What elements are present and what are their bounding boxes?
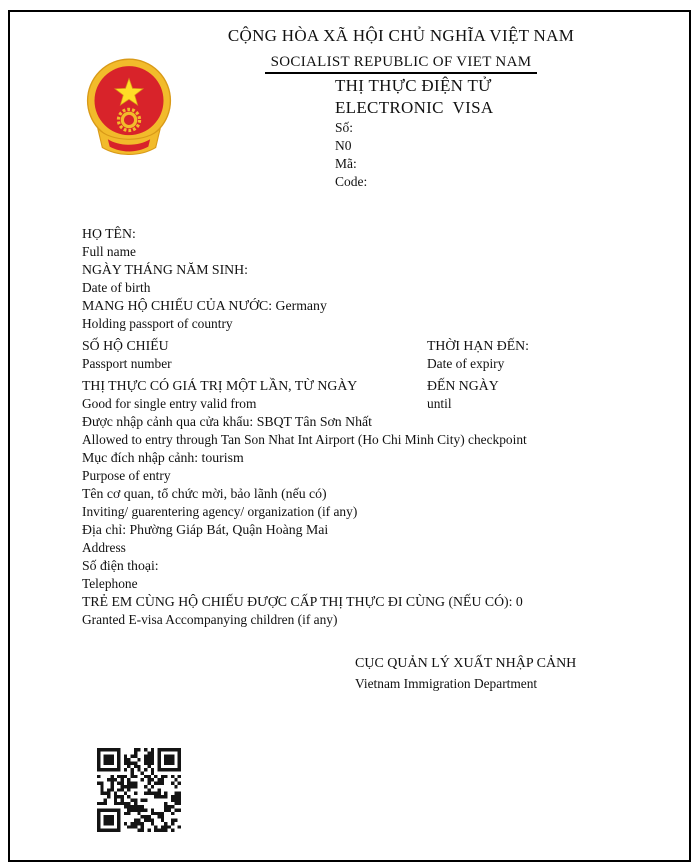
field-row-passport-number-expiry: [82, 337, 674, 373]
national-title-en: SOCIALIST REPUBLIC OF VIET NAM: [265, 54, 538, 74]
field-row-full-name: [82, 225, 674, 261]
national-title-vi: CỘNG HÒA XÃ HỘI CHỦ NGHĨA VIỆT NAM: [227, 26, 575, 45]
visa-code-label-en: Code:: [335, 174, 368, 189]
field-label-en: Full name: [82, 244, 136, 259]
field-col-date-of-expiry: [427, 337, 674, 373]
field-label-en: Granted E-visa Accompanying children (if any): [82, 612, 338, 627]
field-col-valid-until: [427, 377, 674, 413]
field-label-vi: Số điện thoại:: [82, 558, 159, 573]
doc-title-en: ELECTRONIC VISA: [335, 98, 494, 117]
field-label-vi: TRẺ EM CÙNG HỘ CHIẾU ĐƯỢC CẤP THỊ THỰC ĐI CÙNG (NẾU CÓ): 0: [82, 594, 523, 609]
field-label-en: Date of birth: [82, 280, 151, 295]
field-row-passport-country: [82, 297, 674, 333]
field-label-vi: Địa chỉ: Phường Giáp Bát, Quận Hoàng Mai: [82, 522, 329, 537]
field-label-en: Purpose of entry: [82, 468, 171, 483]
field-label-en: Telephone: [82, 576, 138, 591]
field-col-valid-from: [82, 377, 427, 413]
field-label-en: Allowed to entry through Tan Son Nhat Int Airport (Ho Chi Minh City) checkpoint: [82, 432, 527, 447]
field-label-vi: NGÀY THÁNG NĂM SINH:: [82, 262, 248, 277]
authority-name-vi: CỤC QUẢN LÝ XUẤT NHẬP CẢNH: [355, 656, 577, 671]
visa-number-label-vi: Số:: [335, 120, 354, 135]
field-label-vi: Tên cơ quan, tổ chức mời, bảo lãnh (nếu có): [82, 486, 327, 501]
field-label-en: Holding passport of country: [82, 316, 233, 331]
field-label-en: Date of expiry: [427, 356, 505, 371]
visa-title-block: [335, 75, 665, 191]
field-label-en: Passport number: [82, 356, 172, 371]
field-label-vi: THỊ THỰC CÓ GIÁ TRỊ MỘT LẦN, TỪ NGÀY: [82, 378, 358, 393]
qr-code: [97, 748, 181, 832]
vietnam-emblem-svg: [83, 58, 175, 158]
visa-code-label-vi: Mã:: [335, 156, 357, 171]
field-label-en: Good for single entry valid from: [82, 396, 257, 411]
field-row-validity: [82, 377, 674, 413]
national-header: [101, 26, 691, 74]
field-label-vi: HỌ TÊN:: [82, 226, 136, 241]
field-label-en: Address: [82, 540, 126, 555]
field-row-telephone: [82, 557, 674, 593]
field-label-en: until: [427, 396, 452, 411]
vietnam-emblem-icon: [83, 58, 175, 158]
issuing-authority: [355, 654, 576, 693]
field-row-address: [82, 521, 674, 557]
field-label-vi: SỐ HỘ CHIẾU: [82, 338, 169, 353]
authority-name-en: Vietnam Immigration Department: [355, 676, 538, 691]
field-label-vi: Mục đích nhập cảnh: tourism: [82, 450, 244, 465]
visa-number-label-en: N0: [335, 138, 352, 153]
field-row-entry-checkpoint: [82, 413, 674, 449]
doc-title-vi: THỊ THỰC ĐIỆN TỬ: [335, 76, 492, 95]
field-label-vi: Được nhập cảnh qua cửa khẩu: SBQT Tân Sơn Nhất: [82, 414, 372, 429]
visa-fields: [82, 225, 674, 629]
field-row-accompanying-children: [82, 593, 674, 629]
field-row-purpose-of-entry: [82, 449, 674, 485]
field-row-date-of-birth: [82, 261, 674, 297]
field-label-en: Inviting/ guarentering agency/ organization (if any): [82, 504, 358, 519]
field-label-vi: THỜI HẠN ĐẾN:: [427, 338, 529, 353]
field-label-vi: ĐẾN NGÀY: [427, 378, 499, 393]
national-title-en-wrap: [101, 53, 691, 74]
field-col-passport-number: [82, 337, 427, 373]
field-row-inviting-agency: [82, 485, 674, 521]
visa-document-page: [8, 10, 691, 862]
field-label-vi: MANG HỘ CHIẾU CỦA NƯỚC: Germany: [82, 298, 327, 313]
